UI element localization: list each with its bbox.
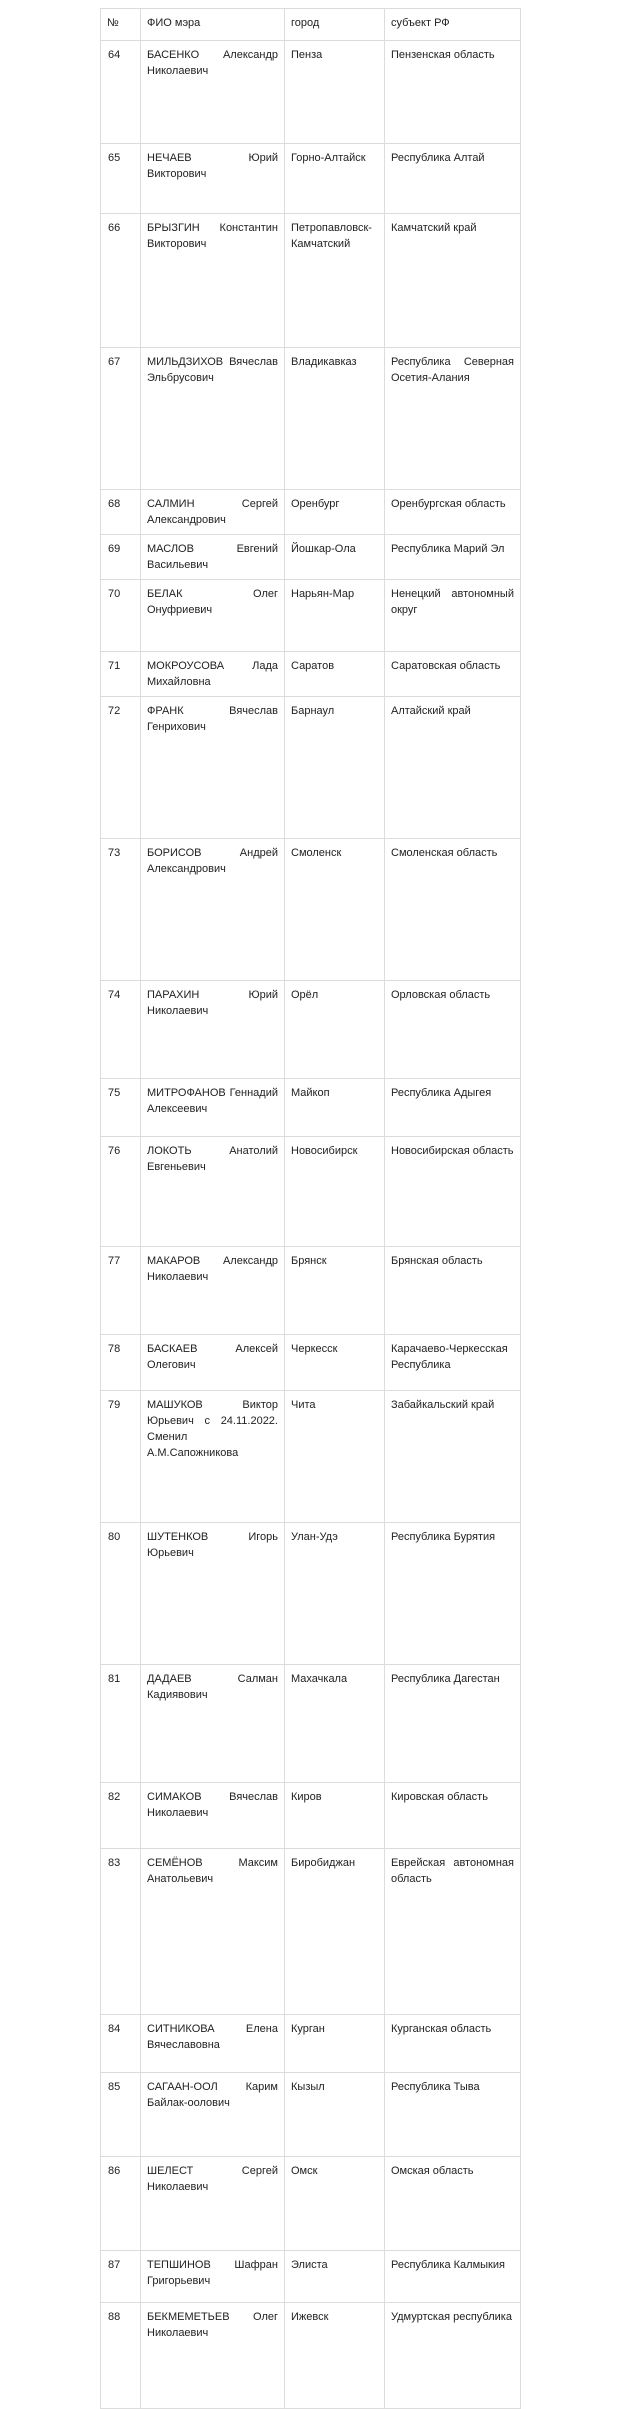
cell-mayor-name: МОКРОУСОВА Лада Михайловна [141, 652, 285, 697]
cell-city: Кызыл [285, 2073, 385, 2157]
cell-mayor-name: НЕЧАЕВ Юрий Викторович [141, 144, 285, 214]
cell-region: Смоленская область [385, 839, 521, 981]
cell-city: Черкесск [285, 1335, 385, 1391]
cell-city: Смоленск [285, 839, 385, 981]
cell-mayor-name: ШУТЕНКОВ Игорь Юрьевич [141, 1523, 285, 1665]
cell-mayor-name: МАКАРОВ Александр Николаевич [141, 1247, 285, 1335]
cell-mayor-name: СЕМЁНОВ Максим Анатольевич [141, 1849, 285, 2015]
cell-mayor-name: ТЕПШИНОВ Шафран Григорьевич [141, 2251, 285, 2303]
cell-region: Брянская область [385, 1247, 521, 1335]
cell-city: Брянск [285, 1247, 385, 1335]
cell-mayor-name: БРЫЗГИН Константин Викторович [141, 214, 285, 348]
cell-region: Республика Тыва [385, 2073, 521, 2157]
cell-mayor-name: МАШУКОВ Виктор Юрьевич с 24.11.2022. Сменил А.М.Сапожникова [141, 1391, 285, 1523]
cell-number: 65 [101, 144, 141, 214]
cell-region: Камчатский край [385, 214, 521, 348]
cell-city: Махачкала [285, 1665, 385, 1783]
table-row [101, 1665, 521, 1783]
cell-number: 78 [101, 1335, 141, 1391]
cell-number: 68 [101, 490, 141, 535]
cell-number: 74 [101, 981, 141, 1079]
cell-region: Карачаево-Черкесская Республика [385, 1335, 521, 1391]
cell-mayor-name: БОРИСОВ Андрей Александрович [141, 839, 285, 981]
cell-number: 67 [101, 348, 141, 490]
header-row [101, 9, 521, 41]
header-number: № [101, 9, 141, 41]
table-row [101, 1079, 521, 1137]
cell-city: Киров [285, 1783, 385, 1849]
cell-number: 88 [101, 2303, 141, 2409]
table-row [101, 2251, 521, 2303]
cell-city: Нарьян-Мар [285, 580, 385, 652]
table-row [101, 490, 521, 535]
table-row [101, 580, 521, 652]
table-row [101, 2073, 521, 2157]
cell-mayor-name: ДАДАЕВ Салман Кадиявович [141, 1665, 285, 1783]
cell-number: 73 [101, 839, 141, 981]
cell-number: 79 [101, 1391, 141, 1523]
cell-region: Республика Северная Осетия-Алания [385, 348, 521, 490]
cell-city: Саратов [285, 652, 385, 697]
cell-city: Йошкар-Ола [285, 535, 385, 580]
cell-number: 81 [101, 1665, 141, 1783]
cell-city: Курган [285, 2015, 385, 2073]
cell-region: Республика Адыгея [385, 1079, 521, 1137]
table-row [101, 1335, 521, 1391]
cell-number: 84 [101, 2015, 141, 2073]
cell-mayor-name: САЛМИН Сергей Александрович [141, 490, 285, 535]
cell-mayor-name: СИТНИКОВА Елена Вячеславовна [141, 2015, 285, 2073]
cell-region: Пензенская область [385, 41, 521, 144]
cell-mayor-name: БЕЛАК Олег Онуфриевич [141, 580, 285, 652]
table-row [101, 535, 521, 580]
cell-city: Ижевск [285, 2303, 385, 2409]
cell-number: 75 [101, 1079, 141, 1137]
mayors-table [100, 8, 521, 2409]
cell-mayor-name: ШЕЛЕСТ Сергей Николаевич [141, 2157, 285, 2251]
cell-region: Удмуртская республика [385, 2303, 521, 2409]
cell-number: 70 [101, 580, 141, 652]
cell-number: 71 [101, 652, 141, 697]
header-mayor-name: ФИО мэра [141, 9, 285, 41]
cell-region: Алтайский край [385, 697, 521, 839]
cell-mayor-name: САГААН-ООЛ Карим Байлак-оолович [141, 2073, 285, 2157]
cell-region: Курганская область [385, 2015, 521, 2073]
cell-number: 72 [101, 697, 141, 839]
cell-region: Оренбургская область [385, 490, 521, 535]
cell-region: Республика Марий Эл [385, 535, 521, 580]
cell-city: Улан-Удэ [285, 1523, 385, 1665]
cell-city: Омск [285, 2157, 385, 2251]
cell-number: 77 [101, 1247, 141, 1335]
cell-mayor-name: БАСЕНКО Александр Николаевич [141, 41, 285, 144]
cell-mayor-name: СИМАКОВ Вячеслав Николаевич [141, 1783, 285, 1849]
cell-city: Владикавказ [285, 348, 385, 490]
cell-region: Республика Алтай [385, 144, 521, 214]
table-row [101, 652, 521, 697]
cell-region: Новосибирская область [385, 1137, 521, 1247]
cell-city: Пенза [285, 41, 385, 144]
table-row [101, 1391, 521, 1523]
cell-number: 64 [101, 41, 141, 144]
cell-mayor-name: ПАРАХИН Юрий Николаевич [141, 981, 285, 1079]
cell-region: Кировская область [385, 1783, 521, 1849]
cell-number: 87 [101, 2251, 141, 2303]
cell-mayor-name: ФРАНК Вячеслав Генрихович [141, 697, 285, 839]
table-row [101, 839, 521, 981]
cell-number: 69 [101, 535, 141, 580]
table-row [101, 1247, 521, 1335]
cell-city: Биробиджан [285, 1849, 385, 2015]
cell-mayor-name: БЕКМЕМЕТЬЕВ Олег Николаевич [141, 2303, 285, 2409]
table-row [101, 214, 521, 348]
table-row [101, 697, 521, 839]
cell-region: Ненецкий автономный округ [385, 580, 521, 652]
cell-number: 82 [101, 1783, 141, 1849]
cell-mayor-name: ЛОКОТЬ Анатолий Евгеньевич [141, 1137, 285, 1247]
cell-city: Петропавловск-Камчатский [285, 214, 385, 348]
cell-number: 76 [101, 1137, 141, 1247]
cell-region: Республика Калмыкия [385, 2251, 521, 2303]
cell-city: Орёл [285, 981, 385, 1079]
table-row [101, 1523, 521, 1665]
cell-mayor-name: МИЛЬДЗИХОВ Вячеслав Эльбрусович [141, 348, 285, 490]
cell-number: 83 [101, 1849, 141, 2015]
table-row [101, 348, 521, 490]
table-row [101, 1849, 521, 2015]
table-row [101, 1137, 521, 1247]
cell-city: Барнаул [285, 697, 385, 839]
table-header [101, 9, 521, 41]
table-row [101, 41, 521, 144]
cell-number: 66 [101, 214, 141, 348]
cell-mayor-name: МИТРОФАНОВ Геннадий Алексеевич [141, 1079, 285, 1137]
table-body [101, 41, 521, 2409]
table-row [101, 2015, 521, 2073]
cell-region: Омская область [385, 2157, 521, 2251]
cell-region: Республика Дагестан [385, 1665, 521, 1783]
cell-mayor-name: МАСЛОВ Евгений Васильевич [141, 535, 285, 580]
table-row [101, 144, 521, 214]
cell-number: 86 [101, 2157, 141, 2251]
cell-region: Забайкальский край [385, 1391, 521, 1523]
table-row [101, 2303, 521, 2409]
cell-city: Новосибирск [285, 1137, 385, 1247]
cell-region: Орловская область [385, 981, 521, 1079]
cell-city: Майкоп [285, 1079, 385, 1137]
cell-region: Саратовская область [385, 652, 521, 697]
header-city: город [285, 9, 385, 41]
cell-city: Оренбург [285, 490, 385, 535]
cell-number: 80 [101, 1523, 141, 1665]
cell-city: Чита [285, 1391, 385, 1523]
cell-mayor-name: БАСКАЕВ Алексей Олегович [141, 1335, 285, 1391]
table-row [101, 2157, 521, 2251]
cell-city: Горно-Алтайск [285, 144, 385, 214]
cell-number: 85 [101, 2073, 141, 2157]
cell-region: Еврейская автономная область [385, 1849, 521, 2015]
table-row [101, 981, 521, 1079]
table-row [101, 1783, 521, 1849]
header-region: субъект РФ [385, 9, 521, 41]
cell-region: Республика Бурятия [385, 1523, 521, 1665]
cell-city: Элиста [285, 2251, 385, 2303]
